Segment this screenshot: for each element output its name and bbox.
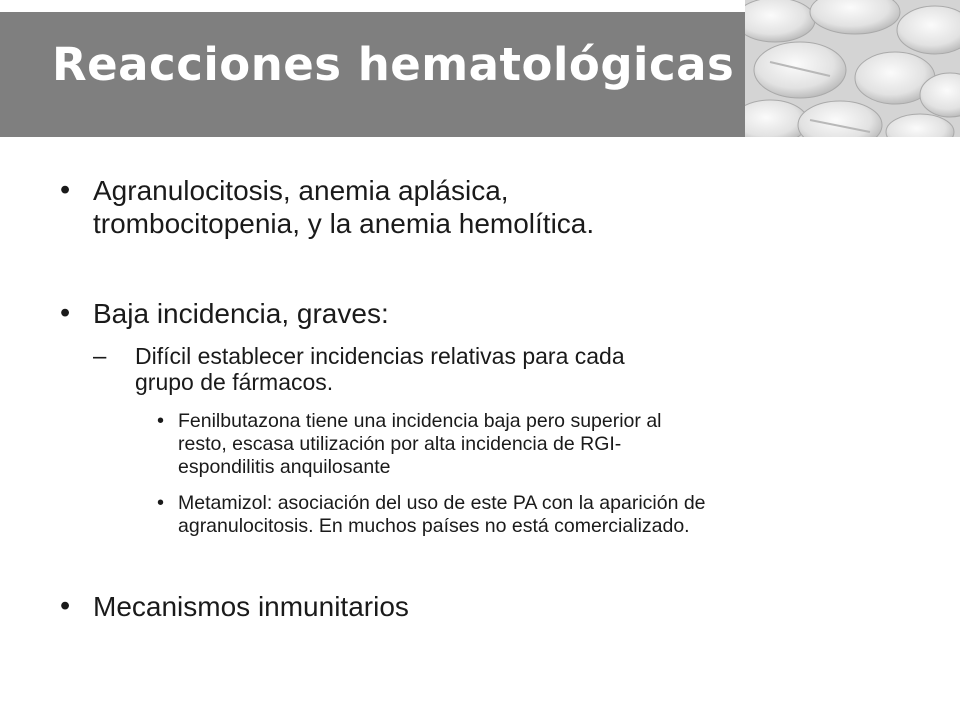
bullet-marker: • [157,410,165,432]
bullet-marker: • [60,590,71,622]
bullet-text: Agranulocitosis, anemia aplásica, trombocitopenia, y la anemia hemolítica. [93,175,595,239]
bullet-text: Mecanismos inmunitarios [93,591,409,622]
bullet-text: Baja incidencia, graves: [93,298,389,329]
bullet-marker: • [60,297,71,329]
bullet-text: Difícil establecer incidencias relativas para cada grupo de fármacos. [135,343,625,395]
bullet-marker: – [93,343,107,370]
slide-title: Reacciones hematológicas [52,38,735,91]
bullet-text: Fenilbutazona tiene una incidencia baja pero superior al resto, escasa utilización por alta incidencia de RGI- espondilitis anquilosante [178,410,662,478]
bullet-marker: • [157,492,165,514]
bullet-text: Metamizol: asociación del uso de este PA con la aparición de agranulocitosis. En muchos países no está comercializado. [178,492,706,537]
pills-photo [745,0,960,137]
bullet-marker: • [60,174,71,206]
